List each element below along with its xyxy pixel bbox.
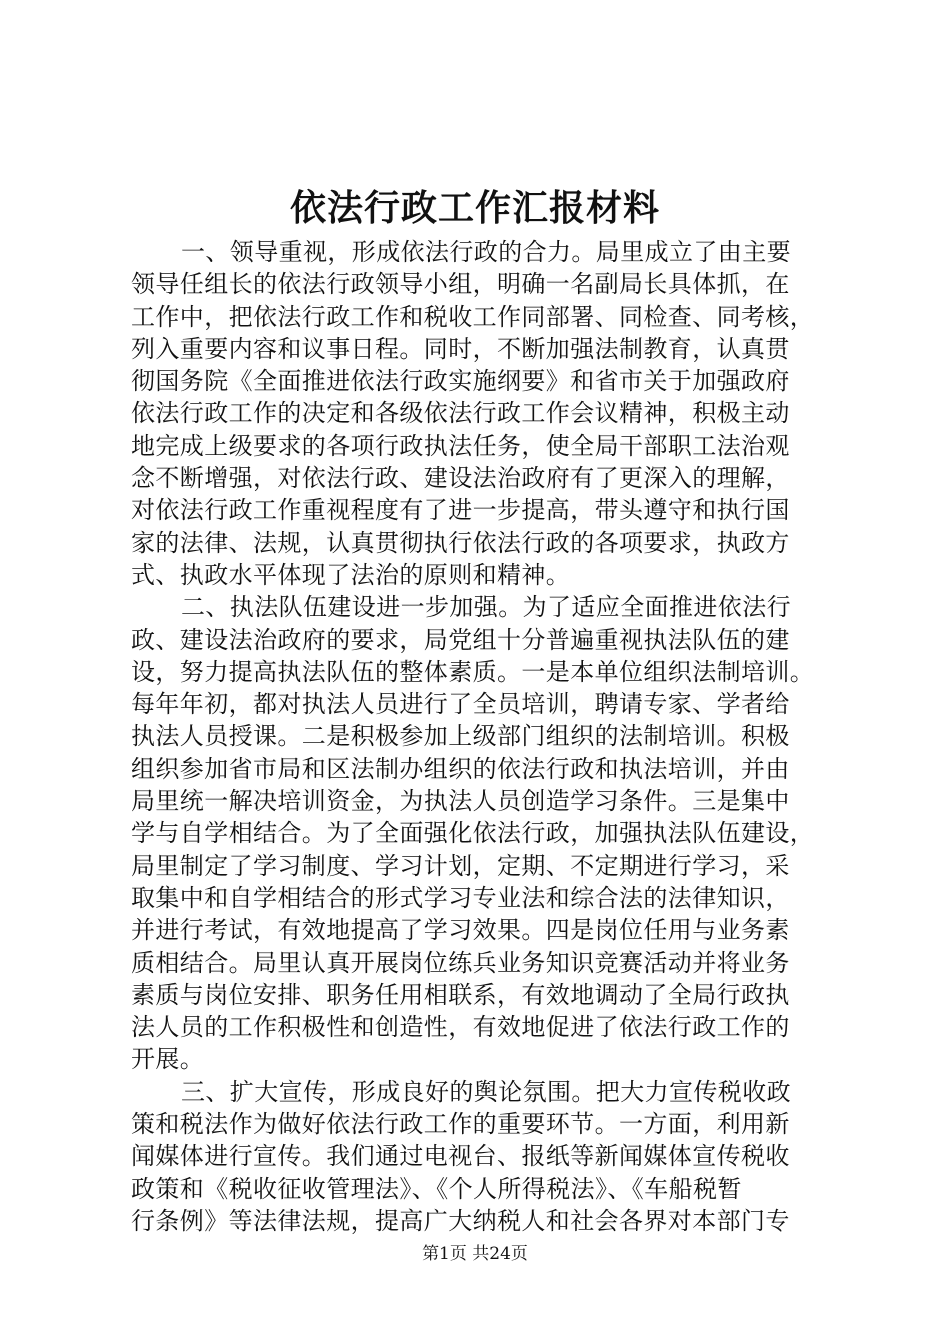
paragraph-1-line: 依法行政工作的决定和各级依法行政工作会议精神，积极主动: [131, 399, 790, 428]
paragraph-3-line: 策和税法作为做好依法行政工作的重要环节。一方面，利用新: [131, 1110, 790, 1139]
paragraph-2-line: 质相结合。局里认真开展岗位练兵业务知识竞赛活动并将业务: [131, 948, 790, 977]
paragraph-2-line: 开展。: [131, 1045, 205, 1074]
paragraph-1-line: 一、领导重视，形成依法行政的合力。局里成立了由主要: [181, 238, 791, 266]
paragraph-3-line: 行条例》等法律法规，提高广大纳税人和社会各界对本部门专: [131, 1206, 790, 1235]
page-footer: [0, 1243, 950, 1265]
paragraph-1-line: 领导任组长的依法行政领导小组，明确一名副局长具体抓，在: [131, 270, 790, 299]
paragraph-2-line: 局里统一解决培训资金，为执法人员创造学习条件。三是集中: [131, 787, 790, 816]
paragraph-2-line: 设，努力提高执法队伍的整体素质。一是本单位组织法制培训。: [131, 657, 815, 686]
paragraph-2-line: 每年年初，都对执法人员进行了全员培训，聘请专家、学者给: [131, 690, 790, 719]
paragraph-2-line: 政、建设法治政府的要求，局党组十分普遍重视执法队伍的建: [131, 625, 790, 654]
page-total: 共24页: [472, 1244, 528, 1264]
paragraph-1-line: 彻国务院《全面推进依法行政实施纲要》和省市关于加强政府: [131, 367, 790, 396]
paragraph-1-line: 家的法律、法规，认真贯彻执行依法行政的各项要求，执政方: [131, 528, 790, 557]
paragraph-1-line: 工作中，把依法行政工作和税收工作同部署、同检查、同考核，: [131, 302, 815, 331]
paragraph-2-line: 二、执法队伍建设进一步加强。为了适应全面推进依法行: [181, 593, 791, 622]
paragraph-2-line: 组织参加省市局和区法制办组织的依法行政和执法培训，并由: [131, 754, 790, 783]
paragraph-3-line: 三、扩大宣传，形成良好的舆论氛围。把大力宣传税收政: [181, 1077, 791, 1106]
paragraph-1-line: 念不断增强，对依法行政、建设法治政府有了更深入的理解，: [131, 464, 790, 493]
paragraph-2-line: 局里制定了学习制度、学习计划，定期、不定期进行学习，采: [131, 851, 790, 880]
paragraph-3-line: 闻媒体进行宣传。我们通过电视台、报纸等新闻媒体宣传税收: [131, 1142, 790, 1171]
paragraph-2-line: 执法人员授课。二是积极参加上级部门组织的法制培训。积极: [131, 722, 790, 751]
document-title: 依法行政工作汇报材料: [289, 187, 660, 229]
paragraph-2-line: 学与自学相结合。为了全面强化依法行政，加强执法队伍建设，: [131, 819, 815, 848]
paragraph-2-line: 法人员的工作积极性和创造性，有效地促进了依法行政工作的: [131, 1013, 790, 1042]
paragraph-1-line: 式、执政水平体现了法治的原则和精神。: [131, 560, 571, 589]
page-number: 第1页: [422, 1244, 467, 1264]
paragraph-1-line: 地完成上级要求的各项行政执法任务，使全局干部职工法治观: [131, 431, 790, 460]
document-body: [131, 236, 831, 1237]
paragraph-1-line: 对依法行政工作重视程度有了进一步提高，带头遵守和执行国: [131, 496, 790, 525]
paragraph-3-line: 政策和《税收征收管理法》、《个人所得税法》、《车船税暂: [131, 1174, 742, 1203]
paragraph-2-line: 并进行考试，有效地提高了学习效果。四是岗位任用与业务素: [131, 916, 790, 945]
paragraph-2-line: 取集中和自学相结合的形式学习专业法和综合法的法律知识，: [131, 883, 790, 912]
paragraph-2-line: 素质与岗位安排、职务任用相联系，有效地调动了全局行政执: [131, 980, 790, 1009]
paragraph-1-line: 列入重要内容和议事日程。同时，不断加强法制教育，认真贯: [131, 334, 790, 363]
